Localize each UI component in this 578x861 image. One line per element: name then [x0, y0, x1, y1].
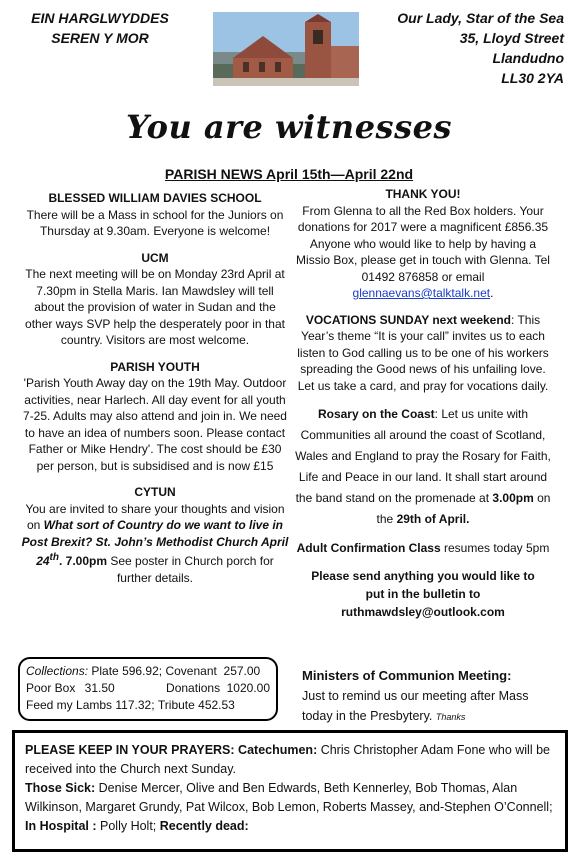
vocations-text	[292, 312, 554, 395]
sick-label: Those Sick:	[25, 781, 96, 795]
sick-body: Denise Mercer, Olive and Ben Edwards, Beth Kennerley, Bob Thomas, Alan Wilkinson, Margaret Grundy, Pat Wilcox, Bob Lemon, Roberts Massey, and-Stephen O’Connell;	[25, 781, 553, 814]
tribute-value: 452.53	[198, 698, 235, 712]
address-town: Llandudno	[492, 50, 564, 66]
covenant-value: 257.00	[223, 664, 261, 678]
send-text: Please send anything you would like to put in the bulletin to	[311, 568, 535, 601]
confirmation-label: Adult Confirmation Class	[296, 541, 441, 555]
plate-value: 596.92;	[122, 664, 163, 678]
poor-box-label: Poor Box	[26, 681, 76, 695]
cytun-section	[20, 484, 290, 586]
send-section	[292, 567, 554, 621]
collections-row-3	[26, 697, 270, 714]
ministers-heading: Ministers of Communion Meeting:	[302, 668, 512, 683]
lambs-label: Feed my Lambs	[26, 698, 113, 712]
ministers-section	[302, 666, 552, 727]
cytun-question: What sort of Country do we want to live in Post Brexit? St. John’s Methodist Church April 24	[21, 518, 289, 568]
missio-end: .	[490, 286, 494, 300]
youth-heading: PARISH YOUTH	[110, 359, 200, 374]
hospital-body: Polly Holt;	[96, 819, 157, 833]
church-photo	[213, 12, 359, 86]
parish-news-heading: PARISH NEWS April 15th—April 22nd	[164, 166, 414, 182]
ucm-heading: UCM	[141, 250, 169, 265]
vocations-label: VOCATIONS SUNDAY next weekend	[305, 312, 512, 327]
rosary-time: 3.00pm	[492, 491, 534, 505]
page-title: You are witnesses	[126, 108, 452, 146]
cytun-body	[20, 501, 290, 587]
address-street: 35, Lloyd Street	[459, 30, 564, 46]
collections-label: Collections:	[26, 664, 89, 678]
youth-body: 'Parish Youth Away day on the 19th May. Outdoor activities, near Harlech. All day event for all youth 7-25. Adults may also attend and join in. We need to have an idea of numbers soon. Please contact Father or Mike Hendry'. The cost should be £30 per person, but is subsidised and is now £15	[23, 376, 287, 473]
vocations-body: : This Year’s theme “It is your call” invites us to each listen to God calling us to be one of his workers spreading the Good news of his unfailing love. Let us take a card, and pray for vocations daily.	[297, 312, 549, 393]
church-photo-image	[213, 12, 359, 86]
ministers-body: Just to remind us our meeting after Mass today in the Presbytery.	[302, 689, 529, 723]
rosary-label: Rosary on the Coast	[317, 407, 435, 421]
ucm-body: The next meeting will be on Monday 23rd April at 7.30pm in Stella Maris. Ian Mawdsley will tell about the provision of water in Sudan and the other ways SVP help the desperately poor in that country. Visitors are most welcome.	[25, 267, 285, 347]
ministers-thanks: Thanks	[435, 712, 466, 722]
lambs-value: 117.32;	[115, 698, 155, 712]
school-heading: BLESSED WILLIAM DAVIES SCHOOL	[48, 191, 262, 205]
cytun-tail: See poster in Church porch for further details.	[107, 554, 274, 585]
plate-label: Plate	[91, 664, 119, 678]
right-column	[292, 186, 554, 631]
vocations-section	[292, 312, 554, 395]
covenant-label: Covenant	[165, 664, 217, 678]
welsh-line-2: SEREN Y MOR	[51, 30, 149, 46]
ucm-section	[20, 250, 290, 349]
catechumen-body: Chris Christopher Adam Fone who will be received into the Church next Sunday.	[25, 743, 550, 776]
cytun-time: . 7.00pm	[59, 554, 108, 568]
thanks-heading: THANK YOU!	[385, 187, 461, 201]
glenna-email-link[interactable]: glennaevans@talktalk.net	[352, 286, 491, 300]
thanks-body: From Glenna to all the Red Box holders. Your donations for 2017 were a magnificent £856.35	[297, 203, 549, 234]
welsh-church-name	[10, 8, 190, 48]
rosary-section	[292, 404, 554, 530]
donations-value: 1020.00	[226, 681, 270, 695]
donations-label: Donations	[166, 681, 221, 695]
missio-box-text	[292, 236, 554, 302]
tribute-label: Tribute	[157, 698, 195, 712]
address-postcode: LL30 2YA	[501, 70, 564, 86]
ministers-text	[302, 686, 552, 727]
youth-section	[20, 359, 290, 475]
missio-body: Anyone who would like to help by having a Missio Box, please get in touch with Glenna. Tel 01492 876858 or email	[296, 236, 550, 284]
rosary-date: 29th of April.	[396, 512, 470, 526]
hospital-label: In Hospital :	[25, 819, 97, 833]
prayers-box	[12, 730, 568, 852]
confirmation-section	[292, 540, 554, 557]
collections-box	[18, 657, 278, 721]
catechumen-label: Catechumen:	[238, 743, 318, 757]
cytun-date-suffix: th	[49, 552, 59, 563]
left-column	[20, 190, 290, 596]
rosary-text	[292, 404, 554, 530]
confirmation-text	[292, 540, 554, 557]
cytun-intro: You are invited to share your thoughts and vision on	[25, 501, 285, 532]
poor-box-value: 31.50	[84, 681, 115, 695]
school-body: There will be a Mass in school for the Juniors on Thursday at 9.30am. Everyone is welcome!	[26, 207, 284, 238]
thanks-section	[292, 186, 554, 302]
school-section	[20, 190, 290, 240]
send-email: ruthmawdsley@outlook.com	[341, 604, 505, 619]
church-address	[384, 8, 564, 88]
rosary-mid: on the	[376, 491, 551, 526]
prayers-label: PLEASE KEEP IN YOUR PRAYERS:	[25, 743, 235, 757]
collections-row-2	[26, 680, 270, 697]
church-name: Our Lady, Star of the Sea	[397, 10, 564, 26]
collections-row-1	[26, 663, 270, 680]
rosary-body: : Let us unite with Communities all around the coast of Scotland, Wales and England to pray the Rosary for Faith, Life and Peace in our land. It shall start around the band stand on the promenade at	[295, 407, 551, 505]
confirmation-body: resumes today 5pm	[440, 541, 550, 555]
cytun-heading: CYTUN	[134, 485, 176, 499]
welsh-line-1: EIN HARGLWYDDES	[31, 10, 169, 26]
recently-dead-label: Recently dead:	[159, 819, 249, 833]
